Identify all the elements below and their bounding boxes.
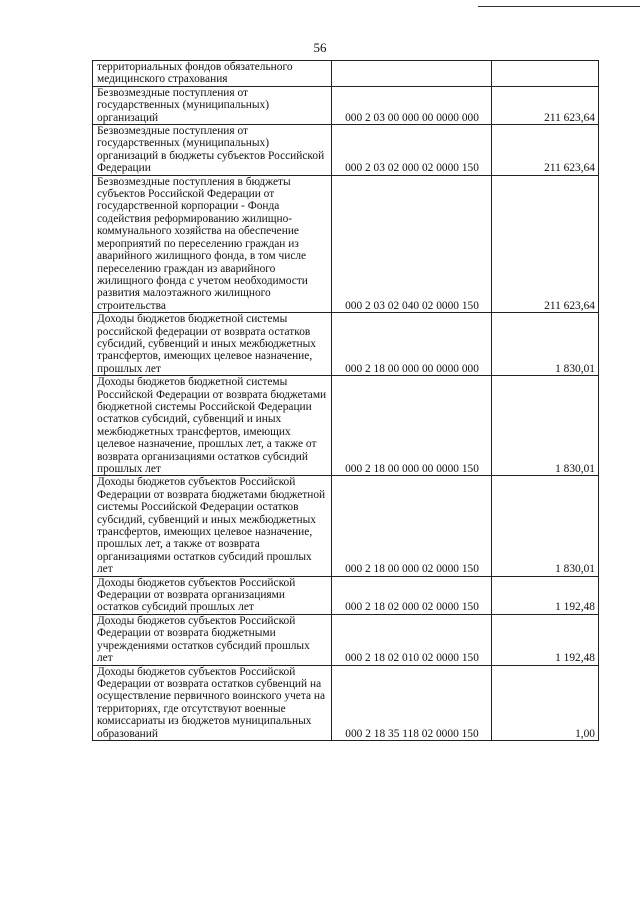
table-row [93,175,599,312]
row-code-cell: 000 2 03 02 000 02 0000 150 [332,125,492,176]
table-row [93,665,599,740]
row-name-cell: территориальных фондов обязательного медицинского страхования [93,61,332,87]
row-amount-cell: 211 623,64 [492,86,599,124]
row-code-cell: 000 2 18 02 010 02 0000 150 [332,614,492,665]
budget-revenue-table [92,60,599,741]
table-row [93,576,599,614]
page-number: 56 [313,40,327,55]
table-row [93,125,599,176]
row-amount-cell: 211 623,64 [492,175,599,312]
row-code-cell [332,61,492,87]
row-amount-cell: 1,00 [492,665,599,740]
row-amount-cell: 1 830,01 [492,313,599,376]
row-amount-cell: 1 192,48 [492,576,599,614]
row-amount-cell [492,61,599,87]
row-code-cell: 000 2 18 00 000 00 0000 150 [332,376,492,476]
row-name-cell: Доходы бюджетов субъектов Российской Федерации от возврата бюджетными учреждениями остатков субсидий прошлых лет [93,614,332,665]
row-code-cell: 000 2 03 02 040 02 0000 150 [332,175,492,312]
row-name-cell: Безвозмездные поступления от государственных (муниципальных) организаций в бюджеты субъектов Российской Федерации [93,125,332,176]
table-row [93,61,599,87]
row-amount-cell: 1 192,48 [492,614,599,665]
table-row [93,313,599,376]
row-amount-cell: 211 623,64 [492,125,599,176]
row-code-cell: 000 2 18 00 000 00 0000 000 [332,313,492,376]
row-name-cell: Доходы бюджетов субъектов Российской Федерации от возврата бюджетами бюджетной системы Российской Федерации остатков субсидий, субвенций и иных межбюджетных трансфертов, имеющих целевое назначение, прошлых лет, а также от возврата организациями остатков субсидий прошлых лет [93,476,332,576]
top-rule [478,6,640,7]
row-code-cell: 000 2 03 00 000 00 0000 000 [332,86,492,124]
row-name-cell: Доходы бюджетов субъектов Российской Федерации от возврата остатков субвенций на осуществление первичного воинского учета на территориях, где отсутствуют военные комиссариаты из бюджетов муниципальных образований [93,665,332,740]
row-code-cell: 000 2 18 02 000 02 0000 150 [332,576,492,614]
row-amount-cell: 1 830,01 [492,376,599,476]
row-name-cell: Доходы бюджетов бюджетной системы Российской Федерации от возврата бюджетами бюджетной системы Российской Федерации остатков субсидий, субвенций и иных межбюджетных трансфертов, имеющих целевое назначение, прошлых лет, а также от возврата организациями остатков субсидий прошлых лет [93,376,332,476]
row-name-cell: Доходы бюджетов субъектов Российской Федерации от возврата организациями остатков субсидий прошлых лет [93,576,332,614]
table-row [93,376,599,476]
table-row [93,86,599,124]
row-code-cell: 000 2 18 35 118 02 0000 150 [332,665,492,740]
row-name-cell: Безвозмездные поступления от государственных (муниципальных) организаций [93,86,332,124]
table-row [93,476,599,576]
row-amount-cell: 1 830,01 [492,476,599,576]
row-name-cell: Доходы бюджетов бюджетной системы российской федерации от возврата остатков субсидий, субвенций и иных межбюджетных трансфертов, имеющих целевое назначение, прошлых лет [93,313,332,376]
table-row [93,614,599,665]
row-code-cell: 000 2 18 00 000 02 0000 150 [332,476,492,576]
row-name-cell: Безвозмездные поступления в бюджеты субъектов Российской Федерации от государственной корпорации - Фонда содействия реформированию жилищно-коммунального хозяйства на обеспечение мероприятий по переселению граждан из аварийного жилищного фонда, в том числе переселению граждан из аварийного жилищного фонда с учетом необходимости развития малоэтажного жилищного строительства [93,175,332,312]
